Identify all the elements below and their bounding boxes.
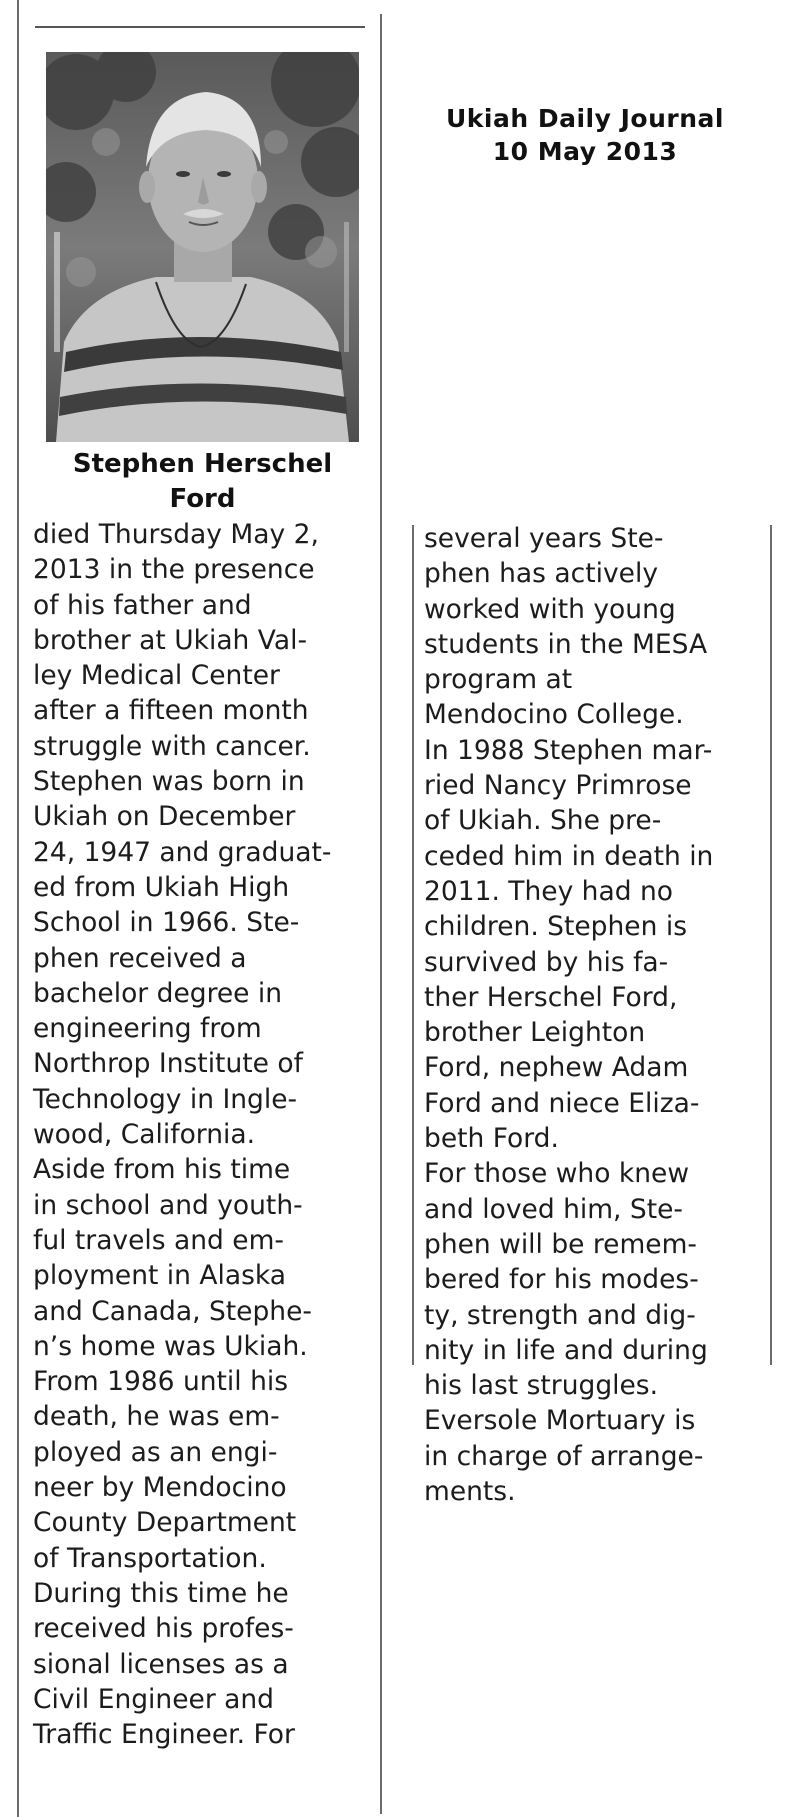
body-text-line: beth Ford. [424,1123,559,1155]
body-text-line: Eversole Mortuary is [424,1405,696,1437]
body-text-line: in school and youth- [33,1189,303,1221]
publication-name: Ukiah Daily Journal [446,104,724,133]
body-text-line: bachelor degree in [33,977,283,1009]
body-text-line: n’s home was Ukiah. [33,1330,308,1362]
masthead-note [405,102,765,168]
body-text-line: in charge of arrange- [424,1440,704,1472]
body-text-line: worked with young [424,593,676,625]
portrait-photo-icon [46,52,359,442]
body-text-line: ley Medical Center [33,660,280,692]
body-text-line: survived by his fa- [424,946,669,978]
body-text-line: Northrop Institute of [33,1048,303,1080]
body-text-line: Traffic Engineer. For [33,1719,295,1751]
body-text-line: and Canada, Stephe- [33,1295,312,1327]
body-text-line: nity in life and during [424,1334,708,1366]
body-text-line: neer by Mendocino [33,1472,287,1504]
body-text-line: death, he was em- [33,1401,280,1433]
body-text-line: In 1988 Stephen mar- [424,734,713,766]
body-text-line: died Thursday May 2, [33,519,319,550]
body-text-line: ployment in Alaska [33,1260,287,1292]
body-text-line: ployed as an engi- [33,1436,278,1468]
body-text-line: received his profes- [33,1613,294,1645]
body-text-line: phen received a [33,942,247,974]
body-text-line: phen has actively [424,558,658,590]
body-text-line: From 1986 until his [33,1366,289,1398]
body-text-line: engineering from [33,1013,262,1045]
body-text-line: phen will be remem- [424,1228,697,1260]
body-text-line: struggle with cancer. [33,730,311,762]
body-text-line: Civil Engineer and [33,1683,274,1715]
body-text-line: children. Stephen is [424,911,687,943]
body-text-line: of Ukiah. She pre- [424,805,662,837]
body-text-line: and loved him, Ste- [424,1193,683,1225]
body-text-line: program at [424,664,573,696]
body-text-line: ceded him in death in [424,840,714,872]
obituary-right-column [424,521,713,1509]
body-text-line: ed from Ukiah High [33,871,290,903]
body-text-line: Mendocino College. [424,699,684,731]
publication-date: 10 May 2013 [492,137,678,166]
obituary-left-column [33,517,331,1752]
body-text-line: of Transportation. [33,1542,267,1574]
body-text-line: Ford, nephew Adam [424,1052,689,1084]
body-text-line: several years Ste- [424,523,664,554]
body-text-line: County Department [33,1507,297,1539]
body-text-line: ments. [424,1476,516,1508]
body-text-line: Stephen was born in [33,766,305,798]
name-line-2: Ford [169,484,236,514]
body-text-line: brother at Ukiah Val- [33,624,308,656]
body-text-line: 2011. They had no [424,875,673,907]
body-text-line: 2013 in the presence [33,554,315,586]
body-text-line: brother Leighton [424,1017,646,1049]
body-text-line: sional licenses as a [33,1648,289,1680]
body-text-line: wood, California. [33,1119,256,1151]
column-rule-middle [412,525,414,1365]
column-rule-left-inner [380,14,382,1814]
body-text-line: Ford and niece Eliza- [424,1087,700,1119]
obituary-name [30,447,375,517]
column-rule-right [770,525,772,1365]
body-text-line: bered for his modes- [424,1264,699,1296]
top-rule [35,26,365,28]
name-line-1: Stephen Herschel [72,449,333,479]
body-text-line: ther Herschel Ford, [424,981,678,1013]
body-text-line: Technology in Ingle- [33,1083,298,1115]
body-text-line: ful travels and em- [33,1224,284,1256]
column-rule-left-outer [17,0,19,1817]
body-text-line: ried Nancy Primrose [424,770,692,802]
body-text-line: his last struggles. [424,1370,659,1402]
portrait-photo [46,52,359,442]
body-text-line: students in the MESA [424,628,708,660]
body-text-line: Ukiah on December [33,801,296,833]
body-text-line: after a fifteen month [33,695,309,727]
body-text-line: School in 1966. Ste- [33,907,300,939]
body-text-line: of his father and [33,589,252,621]
body-text-line: ty, strength and dig- [424,1299,696,1331]
body-text-line: 24, 1947 and graduat- [33,836,332,868]
body-text-line: During this time he [33,1577,289,1609]
body-text-line: For those who knew [424,1158,689,1190]
body-text-line: Aside from his time [33,1154,291,1186]
